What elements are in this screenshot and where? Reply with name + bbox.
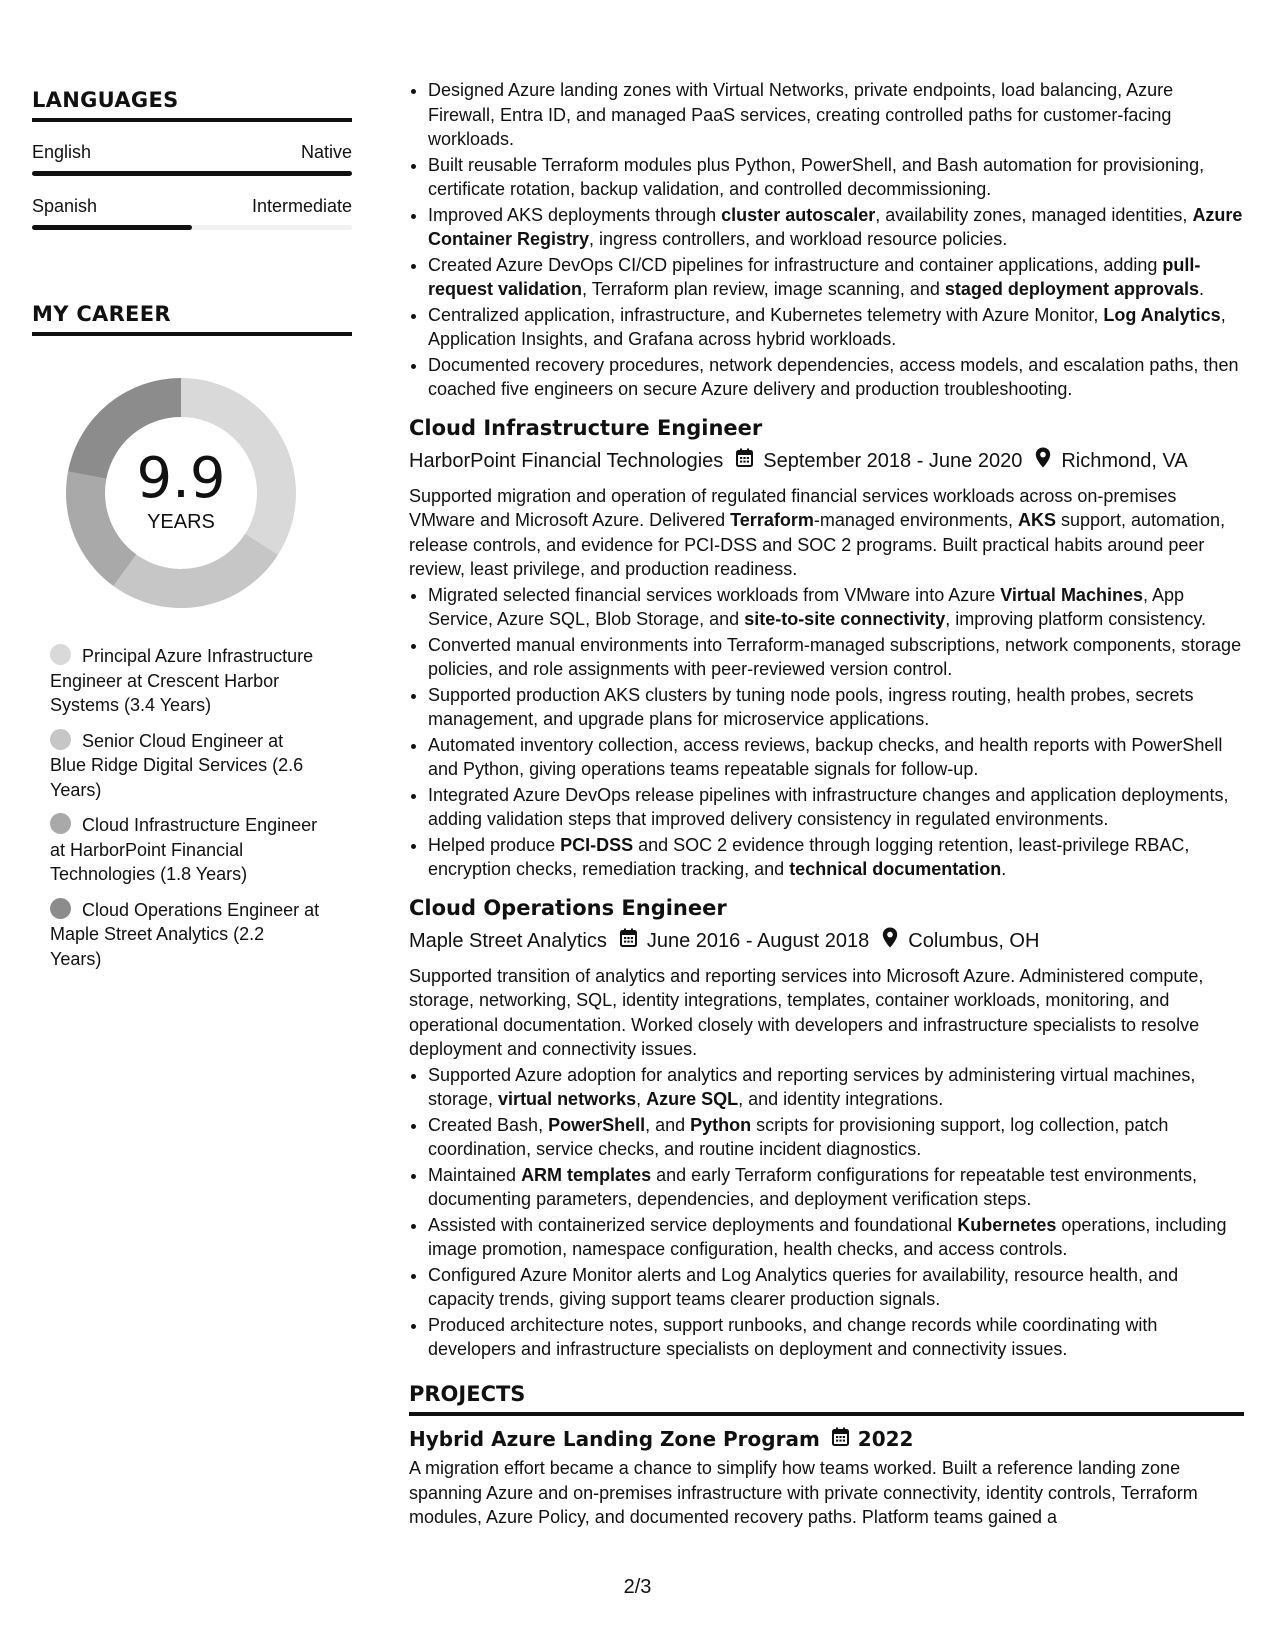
project-year: 2022	[857, 1427, 914, 1451]
bullet-item: • Maintained ARM templates and early Terraform configurations for repeatable test environments, documenting parameters, dependencies, and deployment verification steps.	[428, 1163, 1244, 1212]
legend-color-dot	[50, 898, 71, 919]
career-legend-item	[50, 898, 320, 972]
legend-color-dot	[50, 729, 71, 750]
legend-label: Senior Cloud Engineer at Blue Ridge Digital Services (2.6 Years)	[50, 730, 304, 800]
bullet-item: • Converted manual environments into Terraform-managed subscriptions, network components, storage policies, and role assignments with peer-reviewed version control.	[428, 633, 1244, 682]
language-proficiency-bar	[32, 225, 352, 230]
experience-list	[409, 415, 1244, 1362]
bullet-item: • Created Azure DevOps CI/CD pipelines for infrastructure and container applications, adding pull-request validation, Terraform plan review, image scanning, and staged deployment approvals.	[428, 253, 1244, 302]
bold-keyword: Azure Container Registry	[428, 204, 1243, 249]
language-name: English	[32, 142, 92, 162]
job-bullets	[409, 1063, 1244, 1362]
career-total-years: 9.9	[136, 445, 226, 511]
language-level: Native	[300, 142, 352, 162]
map-pin-icon	[1035, 447, 1051, 475]
bold-keyword: Python	[690, 1114, 752, 1135]
bullet-item: • Documented recovery procedures, network dependencies, access models, and escalation paths, then coached five engineers on secure Azure delivery and production troubleshooting.	[428, 353, 1244, 402]
language-proficiency-bar	[32, 171, 352, 176]
language-proficiency-fill	[32, 225, 192, 230]
career-legend-item	[50, 729, 320, 803]
bold-keyword: AKS	[1017, 510, 1056, 530]
career-section	[32, 302, 352, 971]
job-location: Richmond, VA	[1061, 449, 1188, 472]
language-level: Intermediate	[251, 196, 352, 216]
bold-keyword: Terraform	[730, 510, 814, 530]
languages-heading: LANGUAGES	[32, 88, 352, 122]
bullet-item: • Supported production AKS clusters by tuning node pools, ingress routing, health probes, secrets management, and upgrade plans for microservice applications.	[428, 683, 1244, 732]
bullet-item: • Created Bash, PowerShell, and Python scripts for provisioning support, log collection, patch coordination, service checks, and routine incident diagnostics.	[428, 1113, 1244, 1162]
job-entry	[409, 895, 1244, 1362]
page-number: 2/3	[623, 1576, 652, 1598]
bold-keyword: PCI-DSS	[560, 834, 634, 855]
bold-keyword: virtual networks	[498, 1089, 637, 1109]
language-row-head	[32, 196, 352, 217]
job-title: Cloud Infrastructure Engineer	[409, 415, 763, 440]
language-row-head	[32, 142, 352, 163]
bold-keyword: Kubernetes	[957, 1214, 1057, 1235]
job-bullets	[409, 583, 1244, 882]
job-title: Cloud Operations Engineer	[409, 895, 727, 920]
project-title	[409, 1426, 1244, 1452]
bullet-item: • Automated inventory collection, access reviews, backup checks, and health reports with PowerShell and Python, giving operations teams repeatable signals for follow-up.	[428, 733, 1244, 782]
bullet-item: • Produced architecture notes, support runbooks, and change records while coordinating with developers and infrastructure specialists on deployment and connectivity issues.	[428, 1313, 1244, 1362]
job-dates: September 2018 - June 2020	[763, 449, 1023, 472]
languages-section	[32, 88, 352, 230]
career-legend-item	[50, 644, 320, 718]
job-entry	[409, 415, 1244, 882]
projects-list	[409, 1426, 1244, 1530]
career-legend-item	[50, 813, 320, 887]
languages-list	[32, 142, 352, 230]
legend-label: Cloud Operations Engineer at Maple Street Analytics (2.2 Years)	[50, 899, 320, 969]
job-location: Columbus, OH	[908, 929, 1040, 952]
bold-keyword: cluster autoscaler	[721, 204, 876, 225]
career-heading: MY CAREER	[32, 302, 352, 336]
calendar-icon	[832, 1426, 849, 1452]
previous-role-bullets	[409, 78, 1244, 402]
job-meta	[409, 447, 1244, 475]
bold-keyword: ARM templates	[521, 1164, 652, 1185]
bold-keyword: site-to-site connectivity	[744, 609, 946, 629]
language-row	[32, 196, 352, 230]
bold-keyword: technical documentation	[789, 859, 1002, 879]
bullet-item: • Integrated Azure DevOps release pipelines with infrastructure changes and application deployments, adding validation steps that improved delivery consistency in regulated environments.	[428, 783, 1244, 832]
language-name: Spanish	[32, 196, 98, 216]
bullet-item: • Centralized application, infrastructure, and Kubernetes telemetry with Azure Monitor, Log Analytics, Application Insights, and Grafana across hybrid workloads.	[428, 303, 1244, 352]
map-pin-icon	[882, 927, 898, 955]
bold-keyword: staged deployment approvals	[944, 279, 1199, 299]
legend-color-dot	[50, 813, 71, 834]
legend-color-dot	[50, 644, 71, 665]
calendar-icon	[620, 928, 637, 954]
bold-keyword: pull-request validation	[428, 254, 1201, 299]
project-entry	[409, 1426, 1244, 1530]
bold-keyword: Azure SQL	[646, 1089, 739, 1109]
bold-keyword: PowerShell	[548, 1114, 646, 1135]
sidebar	[32, 88, 352, 982]
job-meta	[409, 927, 1244, 955]
bullet-item: • Assisted with containerized service deployments and foundational Kubernetes operations, including image promotion, namespace configuration, health checks, and access controls.	[428, 1213, 1244, 1262]
main-column	[409, 78, 1244, 1530]
job-company: Maple Street Analytics	[409, 929, 607, 952]
language-row	[32, 142, 352, 176]
bullet-item: • Improved AKS deployments through cluster autoscaler, availability zones, managed identities, Azure Container Registry, ingress controllers, and workload resource policies.	[428, 203, 1244, 252]
career-donut-chart	[66, 378, 296, 608]
bullet-item: • Supported Azure adoption for analytics and reporting services by administering virtual machines, storage, virtual networks, Azure SQL, and identity integrations.	[428, 1063, 1244, 1112]
bullet-item: • Helped produce PCI-DSS and SOC 2 evidence through logging retention, least-privilege RBAC, encryption checks, remediation tracking, and technical documentation.	[428, 833, 1244, 882]
job-summary: Supported migration and operation of regulated financial services workloads across on-premises VMware and Microsoft Azure. Delivered Terraform-managed environments, AKS support, automation, release controls, and evidence for PCI-DSS and SOC 2 programs. Built practical habits around peer review, least privilege, and production readiness.	[409, 485, 1226, 579]
career-total-unit: YEARS	[147, 510, 215, 533]
job-summary: Supported transition of analytics and reporting services into Microsoft Azure. Administered compute, storage, networking, SQL, identity integrations, templates, container workloads, monitoring, and operational documentation. Worked closely with developers and infrastructure specialists to resolve deployment and connectivity issues.	[409, 965, 1204, 1059]
projects-section	[409, 1382, 1244, 1530]
job-company: HarborPoint Financial Technologies	[409, 449, 724, 472]
project-description: A migration effort became a chance to simplify how teams worked. Built a reference landing zone spanning Azure and on-premises infrastructure with private connectivity, identity controls, Terraform modules, Azure Policy, and documented recovery paths. Platform teams gained a	[409, 1458, 1198, 1527]
job-dates: June 2016 - August 2018	[646, 929, 870, 952]
bullet-item: • Configured Azure Monitor alerts and Log Analytics queries for availability, resource health, and capacity trends, giving support teams clearer production signals.	[428, 1263, 1244, 1312]
donut-center	[66, 378, 296, 608]
language-proficiency-fill	[32, 171, 352, 176]
career-legend	[50, 644, 320, 971]
bold-keyword: Log Analytics	[1103, 304, 1221, 325]
bullet-item: • Built reusable Terraform modules plus Python, PowerShell, and Bash automation for provisioning, certificate rotation, backup validation, and controlled decommissioning.	[428, 153, 1244, 202]
bold-keyword: Virtual Machines	[1000, 584, 1143, 605]
legend-label: Principal Azure Infrastructure Engineer at Crescent Harbor Systems (3.4 Years)	[50, 646, 314, 715]
projects-heading: PROJECTS	[409, 1382, 1244, 1417]
bullet-item: • Designed Azure landing zones with Virtual Networks, private endpoints, load balancing, Azure Firewall, Entra ID, and managed PaaS services, creating controlled paths for customer-facing workloads.	[428, 78, 1244, 152]
bullet-item: • Migrated selected financial services workloads from VMware into Azure Virtual Machines, App Service, Azure SQL, Blob Storage, and site-to-site connectivity, improving platform consistency.	[428, 583, 1244, 632]
legend-label: Cloud Infrastructure Engineer at HarborPoint Financial Technologies (1.8 Years)	[50, 815, 318, 884]
project-name: Hybrid Azure Landing Zone Program	[409, 1427, 820, 1451]
calendar-icon	[736, 448, 753, 474]
